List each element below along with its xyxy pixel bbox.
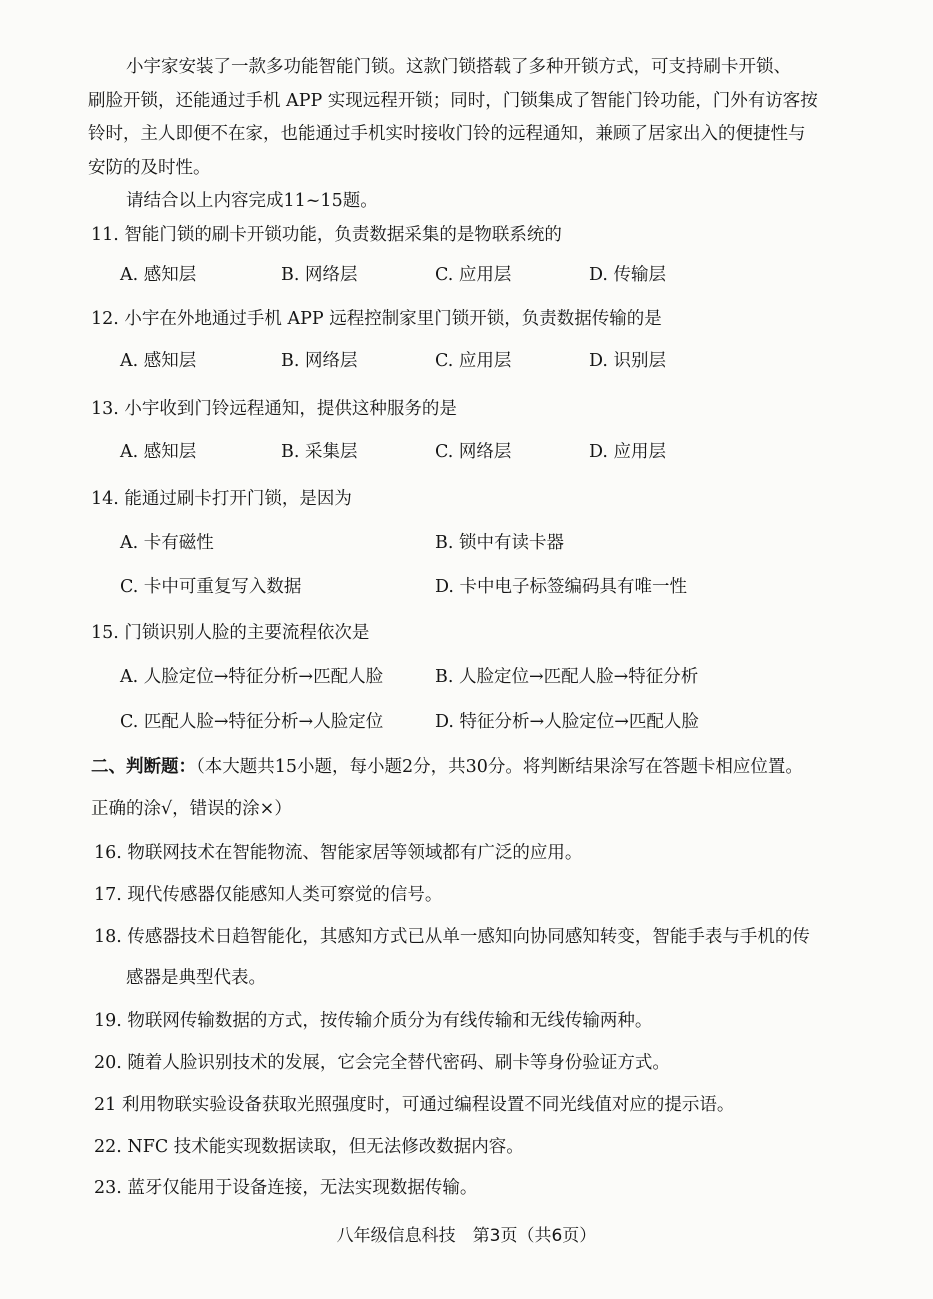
page-footer: 八年级信息科技 第3页（共6页） [336,1226,597,1246]
section-2-instruction: （本大题共15小题，每小题2分，共30分。将判断结果涂写在答题卡相应位置。 [196,757,803,777]
judgment-18-continued: 感器是典型代表。 [126,968,266,988]
section-2-instructions [91,752,891,782]
judgment-23: 23. 蓝牙仅能用于设备连接，无法实现数据传输。 [94,1178,478,1198]
judgment-20: 20. 随着人脸识别技术的发展，它会完全替代密码、刷卡等身份验证方式。 [94,1053,670,1073]
q14-option-b: B. 锁中有读卡器 [435,533,564,553]
q13-option-b: B. 采集层 [281,442,358,462]
judgment-16: 16. 物联网技术在智能物流、智能家居等领域都有广泛的应用。 [94,843,583,863]
q12-option-c: C. 应用层 [435,351,512,371]
question-14: 14. 能通过刷卡打开门锁，是因为 [91,489,352,509]
intro-line-4: 安防的及时性。 [88,158,211,178]
q12-option-b: B. 网络层 [281,351,358,371]
question-13: 13. 小宇收到门铃远程通知，提供这种服务的是 [91,399,457,419]
q15-option-b: B. 人脸定位→匹配人脸→特征分析 [435,667,699,687]
section-2-instruction-line-2: 正确的涂√，错误的涂×） [91,799,292,819]
question-11: 11. 智能门锁的刷卡开锁功能，负责数据采集的是物联系统的 [91,225,562,245]
intro-line-3: 铃时，主人即便不在家，也能通过手机实时接收门铃的远程通知，兼顾了居家出入的便捷性与 [88,124,806,144]
q12-option-a: A. 感知层 [120,351,197,371]
q13-option-a: A. 感知层 [120,442,197,462]
question-15: 15. 门锁识别人脸的主要流程依次是 [91,623,370,643]
judgment-19: 19. 物联网传输数据的方式，按传输介质分为有线传输和无线传输两种。 [94,1011,653,1031]
judgment-17: 17. 现代传感器仅能感知人类可察觉的信号。 [94,885,443,905]
section-2-heading: 二、判断题： [91,757,196,777]
judgment-22: 22. NFC 技术能实现数据读取，但无法修改数据内容。 [94,1137,524,1157]
q11-option-d: D. 传输层 [589,265,667,285]
q11-option-a: A. 感知层 [120,265,197,285]
q14-option-a: A. 卡有磁性 [120,533,214,553]
question-12: 12. 小宇在外地通过手机 APP 远程控制家里门锁开锁，负责数据传输的是 [91,309,662,329]
q11-option-c: C. 应用层 [435,265,512,285]
q14-option-c: C. 卡中可重复写入数据 [120,577,302,597]
q15-option-d: D. 特征分析→人脸定位→匹配人脸 [435,712,699,732]
intro-line-2: 刷脸开锁，还能通过手机 APP 实现远程开锁；同时，门锁集成了智能门铃功能，门外有访客按 [88,91,818,111]
q13-option-c: C. 网络层 [435,442,512,462]
q14-option-d: D. 卡中电子标签编码具有唯一性 [435,577,688,597]
q15-option-c: C. 匹配人脸→特征分析→人脸定位 [120,712,384,732]
intro-line-1: 小宇家安装了一款多功能智能门锁。这款门锁搭载了多种开锁方式，可支持刷卡开锁、 [126,57,791,77]
intro-line-5: 请结合以上内容完成11~15题。 [126,191,378,211]
q13-option-d: D. 应用层 [589,442,667,462]
q12-option-d: D. 识别层 [589,351,667,371]
q11-option-b: B. 网络层 [281,265,358,285]
q15-option-a: A. 人脸定位→特征分析→匹配人脸 [120,667,384,687]
judgment-21: 21 利用物联实验设备获取光照强度时，可通过编程设置不同光线值对应的提示语。 [94,1095,735,1115]
judgment-18: 18. 传感器技术日趋智能化，其感知方式已从单一感知向协同感知转变，智能手表与手机的传 [94,927,810,947]
